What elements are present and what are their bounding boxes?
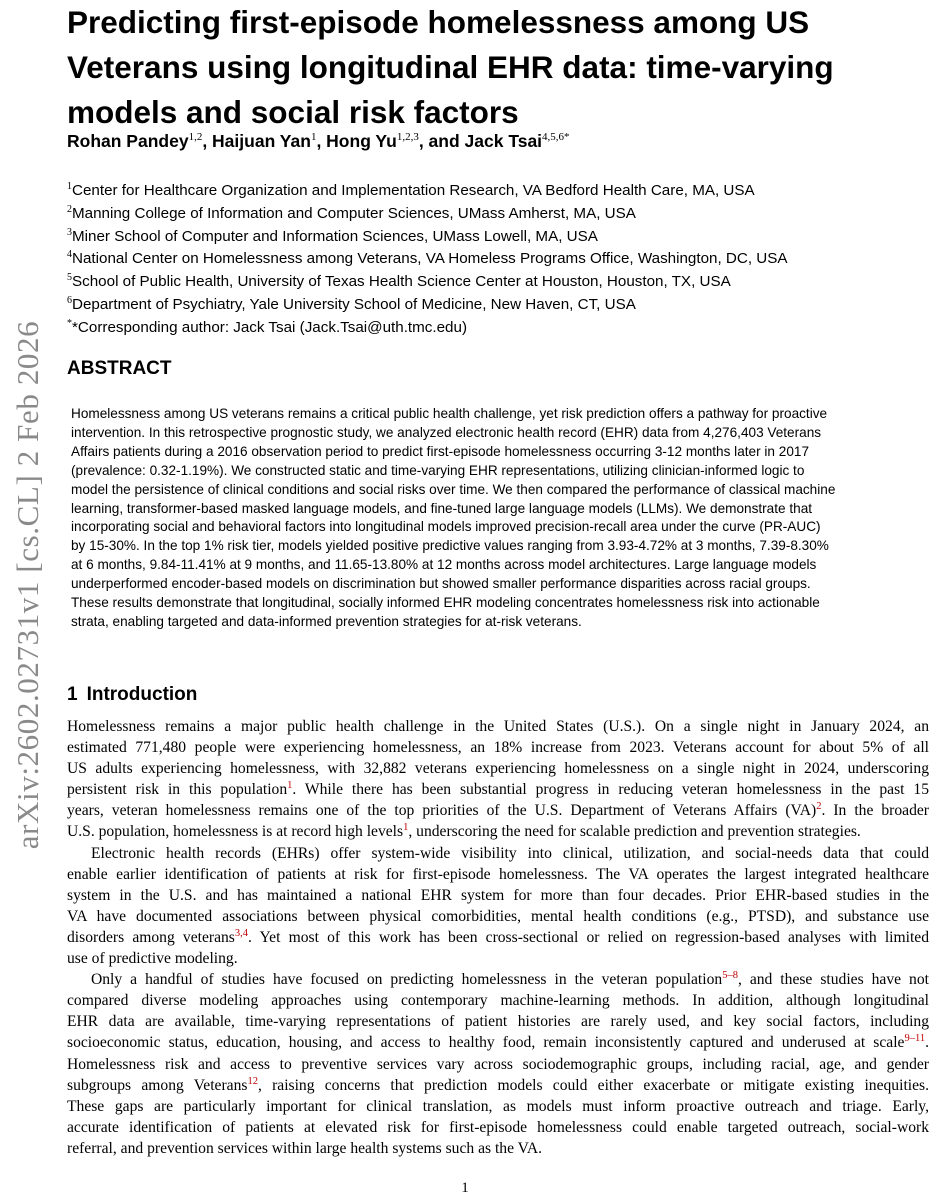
affiliation-mark: 6 (67, 294, 72, 306)
abstract-line: Affairs patients during a 2016 observation period to predict first-episode homelessness occurring 3-12 months later in 2017 (71, 443, 810, 459)
citation-reference: 2 (816, 801, 822, 813)
text-run: VA have documented associations between physical comorbidities, mental health conditions (e.g., PTSD), and substance use (67, 907, 929, 925)
text-run: Only a handful of studies have focused on predicting homelessness in the veteran population (91, 971, 723, 989)
citation-reference: 1 (403, 822, 409, 834)
abstract-line: model the persistence of clinical conditions and social risks over time. We then compared the performance of classical machine (71, 481, 836, 497)
citation-reference: 9–11 (904, 1033, 926, 1045)
text-line (67, 821, 929, 842)
affiliation-mark: 2 (67, 203, 72, 215)
affiliation-mark: 5 (67, 272, 72, 284)
text-line (67, 1075, 929, 1096)
text-line (67, 1054, 929, 1075)
text-line (67, 990, 929, 1011)
introduction-body (67, 716, 929, 1159)
text-run: persistent risk in this population (67, 781, 288, 799)
abstract-line: Homelessness among US veterans remains a critical public health challenge, yet risk prediction offers a pathway for proactive (71, 406, 828, 421)
text-line (67, 864, 929, 885)
text-line (67, 779, 929, 800)
text-run: accurate identification of patients at elevated risk for first-episode homelessness could enable targeted outreach, social-work (67, 1118, 929, 1136)
text-run: Homelessness risk and access to preventive services vary across sociodemographic groups, including racial, age, and gender (67, 1055, 929, 1073)
citation-reference: 12 (247, 1075, 258, 1087)
affiliation-text: Center for Healthcare Organization and Implementation Research, VA Bedford Health Care, MA, USA (72, 182, 755, 199)
text-line (67, 1096, 929, 1117)
paragraph (67, 843, 929, 970)
text-line (67, 1138, 929, 1159)
paragraph (67, 716, 929, 843)
affiliation-text: Department of Psychiatry, Yale University School of Medicine, New Haven, CT, USA (72, 295, 636, 313)
abstract-line: by 15-30%. In the top 1% risk tier, models yielded positive predictive values ranging from 3.93-4.72% at 3 months, 7.39-8.30% (71, 538, 829, 554)
affiliation-text: *Corresponding author: Jack Tsai (Jack.Tsai@uth.tmc.edu) (72, 318, 467, 336)
author-separator: , (202, 131, 213, 151)
text-run: years, veteran homelessness remains one of the top priorities of the U.S. Department of Veterans Affairs (VA) (67, 802, 817, 820)
section-number: 1 (67, 684, 78, 705)
affiliation-mark: 1 (67, 181, 72, 192)
abstract-line: incorporating social and behavioral factors into longitudinal models improved precision-recall area under the curve (PR-AUC) (71, 519, 821, 535)
affiliation-text: Manning College of Information and Computer Sciences, UMass Amherst, MA, USA (72, 204, 636, 222)
abstract-line: at 6 months, 9.84-11.41% at 9 months, and 11.65-13.80% at 12 months across model architectures. Large language models (71, 557, 817, 573)
text-run: . While there has been substantial progress in reducing veteran homelessness in the past 15 (292, 781, 929, 799)
affiliation-mark: 3 (67, 226, 72, 238)
text-run: , raising concerns that prediction models could either exacerbate or mitigate existing inequities. (257, 1076, 929, 1094)
text-run: socioeconomic status, education, housing, and access to healthy food, remain inconsistently captured and underused at scale (67, 1034, 905, 1052)
text-run: US adults experiencing homelessness, with 32,882 veterans experiencing homelessness on a single night in 2024, underscoring (67, 760, 929, 778)
abstract-line: underperformed encoder-based models on discrimination but showed smaller performance disparities across racial groups. (71, 576, 811, 592)
author-affiliation-mark: 4,5,6* (542, 131, 570, 143)
text-run: system in the U.S. and has maintained a national EHR system for more than four decades. Prior EHR-based studies in the (67, 886, 929, 904)
paper-title (67, 0, 927, 135)
text-run: EHR data are available, time-varying representations of patient histories are rarely used, and key social factors, including (67, 1013, 929, 1031)
text-run: Homelessness remains a major public health challenge in the United States (U.S.). On a single night in January 2024, an (67, 718, 929, 735)
text-run: referral, and prevention services within large health systems such as the VA. (67, 1139, 543, 1157)
arxiv-identifier-stamp: arXiv:2602.02731v1 [cs.CL] 2 Feb 2026 (10, 320, 45, 850)
author-list (67, 131, 570, 152)
author-name: Jack Tsai (464, 131, 543, 151)
section-title: Introduction (86, 684, 198, 705)
section-heading-introduction (67, 684, 197, 706)
affiliation-text: Miner School of Computer and Information Sciences, UMass Lowell, MA, USA (72, 227, 598, 245)
text-run: U.S. population, homelessness is at record high levels (67, 823, 404, 841)
text-line (67, 737, 929, 758)
abstract-body (71, 405, 924, 632)
abstract-line: learning, transformer-based masked language models, and fine-tuned large language models (LLMs). We demonstrate that (71, 500, 813, 516)
text-run: Electronic health records (EHRs) offer system-wide visibility into clinical, utilization, and social-needs data that could (91, 844, 929, 862)
affiliation-text: School of Public Health, University of Texas Health Science Center at Houston, Houston, TX, USA (72, 273, 731, 291)
text-run: estimated 771,480 people were experiencing homelessness, an 18% increase from 2023. Veterans account for about 5% of all (67, 739, 929, 757)
text-line (67, 969, 929, 990)
author-name: Hong Yu (326, 131, 397, 151)
text-run: . In the broader (821, 802, 929, 820)
abstract-heading: ABSTRACT (67, 358, 172, 379)
title-line: Predicting first-episode homelessness among US (67, 4, 810, 40)
text-line (67, 906, 929, 927)
abstract-line: strata, enabling targeted and data-informed prevention strategies for at-risk veterans. (71, 613, 582, 629)
abstract-line: (prevalence: 0.32-1.19%). We constructed static and time-varying EHR representations, utilizing clinician-informed logic to (71, 462, 805, 478)
author-affiliation-mark: 1,2 (188, 131, 203, 143)
author-name: Rohan Pandey (67, 131, 189, 151)
affiliation-line (67, 226, 927, 249)
text-run: These gaps are particularly important for clinical translation, as models must inform proactive outreach and triage. Early, (67, 1097, 929, 1115)
affiliation-text: National Center on Homelessness among Veterans, VA Homeless Programs Office, Washington, DC, USA (72, 250, 788, 268)
author-separator: , (316, 131, 327, 151)
paragraph (67, 969, 929, 1159)
text-run: . Yet most of this work has been cross-sectional or relied on regression-based analyses with limited (248, 928, 929, 946)
text-line (67, 1011, 929, 1032)
affiliation-line (67, 180, 927, 203)
affiliation-line (67, 271, 927, 294)
text-line (67, 758, 929, 779)
affiliation-mark: * (67, 317, 72, 329)
text-run: enable earlier identification of patients at risk for first-episode homelessness. The VA operates the largest integrated healthcare (67, 865, 929, 883)
citation-reference: 3,4 (234, 927, 248, 939)
abstract-line: intervention. In this retrospective prognostic study, we analyzed electronic health record (EHR) data from 4,276,403 Veterans (71, 424, 822, 440)
text-line (67, 948, 929, 969)
author-separator: , and (418, 131, 465, 151)
title-line: Veterans using longitudinal EHR data: time-varying (67, 49, 834, 85)
text-run: . (925, 1034, 929, 1052)
text-run: disorders among veterans (67, 928, 235, 946)
page-number: 1 (461, 1180, 469, 1196)
text-run: , underscoring the need for scalable prediction and prevention strategies. (408, 823, 861, 841)
author-affiliation-mark: 1,2,3 (396, 131, 419, 143)
text-run: , and these studies have not (737, 971, 929, 989)
abstract-line: These results demonstrate that longitudinal, socially informed EHR modeling concentrates homelessness risk into actionable (71, 595, 820, 611)
text-run: subgroups among Veterans (67, 1076, 248, 1094)
author-name: Haijuan Yan (212, 131, 311, 151)
text-run: use of predictive modeling. (67, 950, 238, 968)
text-line (67, 927, 929, 948)
affiliation-line (67, 203, 927, 226)
affiliation-line (67, 248, 927, 271)
text-run: compared diverse modeling approaches using contemporary machine-learning methods. In addition, although longitudinal (67, 992, 929, 1010)
citation-reference: 5–8 (722, 970, 738, 982)
text-line (67, 800, 929, 821)
affiliation-line (67, 294, 927, 317)
affiliation-mark: 4 (67, 249, 72, 261)
text-line (67, 1117, 929, 1138)
text-line (67, 716, 929, 737)
affiliation-list (67, 180, 927, 340)
text-line (67, 885, 929, 906)
affiliation-line (67, 317, 927, 340)
text-line (67, 843, 929, 864)
title-line: models and social risk factors (67, 94, 519, 130)
text-line (67, 1032, 929, 1053)
citation-reference: 1 (287, 780, 293, 792)
author-affiliation-mark: 1 (310, 131, 317, 143)
